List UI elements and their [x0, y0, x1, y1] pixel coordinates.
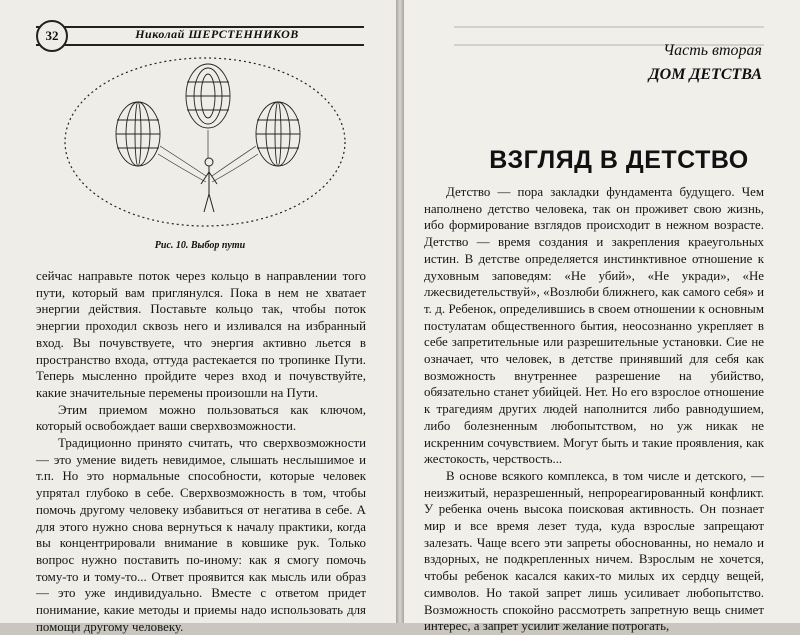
figure-outline: [65, 58, 345, 226]
right-body-text: [424, 184, 764, 635]
paragraph: Детство — пора закладки фундамента будущего. Чем наполнено детство человека, так он проживет свою жизнь, ибо формирование взглядов происходит в нежном возрасте. Детство — время создания и закрепления краеугольных истин. В детстве определяется инстинктивное отношение к духовным заповедям: «Не убий», «Не укради», «Не лжесвидетельствуй», «Возлюби ближнего, как самого себя» и т. д. Ребенок, определившись в своем отношении к основным постулатам общественного бытия, неосознанно укрепляет в себе запретительные или разрешительные установки. Сие не означает, что человек, в детстве принявший для себя как возможность внутреннее разрешение на убийство, обязательно станет убийцей. Нет. Но его взрослое отношение к трагедиям других людей наполнится либо равнодушием, либо болезненным любопытством, но уж никак не искренним сочувствием. Могут быть и такие проявления, как жестокость, черствость...: [424, 185, 764, 467]
page-number: 32: [36, 20, 68, 52]
figure-path-choice: [60, 50, 350, 238]
left-globe: [116, 102, 160, 166]
chapter-title: ВЗГЛЯД В ДЕТСТВО: [489, 146, 749, 174]
paragraph: Традиционно принято считать, что сверхвозможности — это умение видеть невидимое, слышать неслышимое и т.п. Но это нормальные способности, которые человек упрятал глубоко в себе. Сверхвозможность в том, чтобы помочь другому человеку избавиться от негатива в себе. А для этого нужно снова вернуться к началу практики, когда вы концентрировали внимание в ковшике рук. Только вопрос нужно поставить по-иному: как я смогу помочь тому-то и тому-то... Ответ проявится как мысль или образ — это уже индивидуально. Вместе с ответом придет понимание, какие методы и приемы надо использовать для помощи другому человеку.: [36, 436, 366, 634]
figure-caption: Рис. 10. Выбор пути: [154, 240, 246, 251]
part-title: ДОМ ДЕТСТВА: [648, 66, 762, 83]
left-page: [0, 0, 396, 634]
right-page: [404, 0, 800, 634]
center-globe: [186, 64, 230, 128]
running-head: Николай ШЕРСТЕННИКОВ: [135, 27, 299, 41]
human-figure: [201, 158, 217, 212]
book-gutter: [396, 0, 404, 623]
paragraph: сейчас направьте поток через кольцо в направлении того пути, который вам приглянулся. Пока в нем не хватает энергии действия. Поставьте кольцо так, чтобы поток энергии проходил сквозь него и изливался на избранный вход. Вы почувствуете, что энергия активно льется в пространство входа, оттуда растекается по тропинке Пути. Теперь мысленно пройдите через вход и почувствуйте, какие значительные перемены произошли на Пути.: [36, 269, 366, 400]
right-globe: [256, 102, 300, 166]
paragraph: Этим приемом можно пользоваться как ключом, который освобождает ваши сверхвозможности.: [36, 402, 366, 434]
part-label: Часть вторая: [663, 42, 762, 59]
left-body-text: [36, 268, 366, 635]
paragraph: В основе всякого комплекса, в том числе и детского, — неизжитый, неразрешенный, непрореагированный конфликт. У ребенка очень высока поисковая активность. Он познает мир и все время лезет туда, куда взрослые запрещают залезать. Чаще всего эти запреты обоснованны, но немало и вздорных, не подкрепленных ничем. Взрослым не хочется, чтобы ребенок касался каких-то милых их сердцу вещей, символов. Но такой запрет лишь усиливает любопытство. Возможность спокойно рассмотреть запретную вещь снимет интерес, а запрет усилит желание потрогать,: [424, 468, 764, 634]
